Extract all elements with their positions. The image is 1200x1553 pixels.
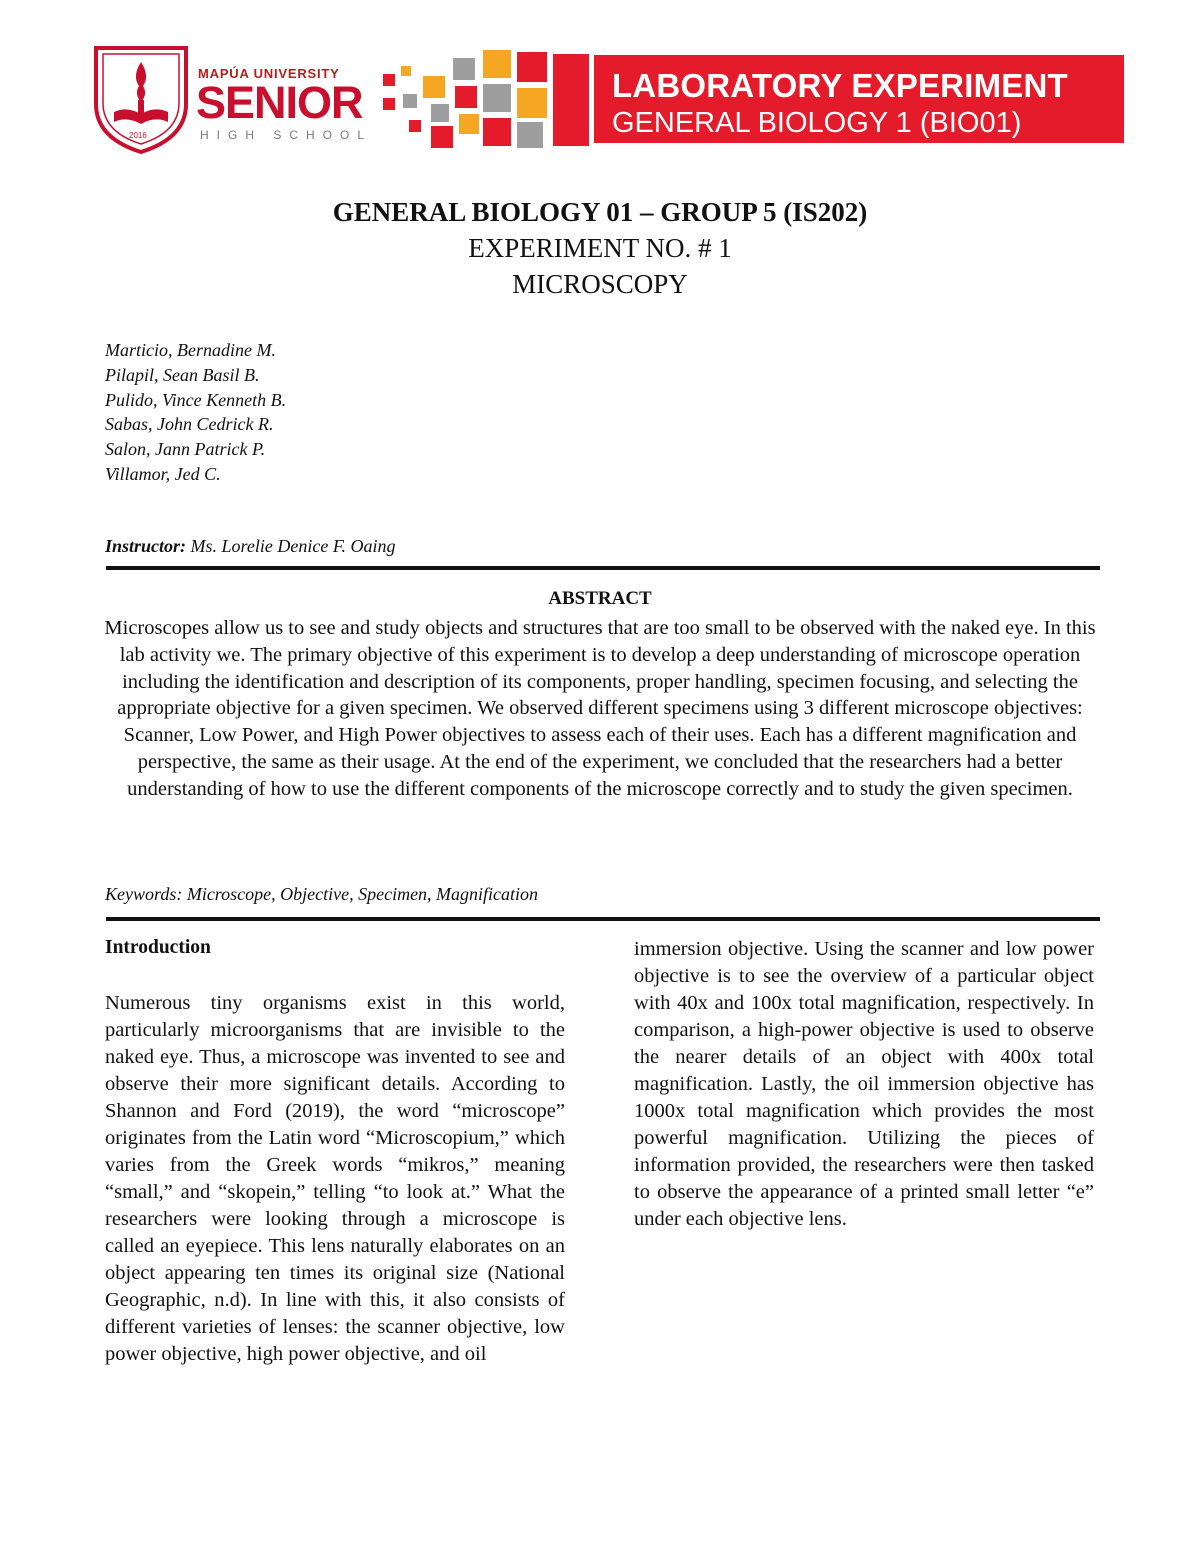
logo-senior-text: SENIOR (196, 77, 363, 128)
instructor-label: Instructor: (105, 536, 187, 556)
author-name: Pulido, Vince Kenneth B. (105, 389, 287, 410)
school-logo (92, 42, 373, 154)
instructor-line (105, 536, 396, 557)
author-name: Marticio, Bernadine M. (105, 340, 276, 360)
author-list (105, 338, 286, 487)
lab-banner (594, 55, 1124, 143)
divider-bottom (106, 917, 1100, 921)
introduction-heading: Introduction (105, 937, 211, 958)
banner-title: LABORATORY EXPERIMENT (612, 67, 1068, 104)
school-seal-icon (92, 42, 190, 154)
title-line-course: GENERAL BIOLOGY 01 – GROUP 5 (IS202) (332, 197, 868, 227)
instructor-name: Ms. Lorelie Denice F. Oaing (186, 536, 396, 556)
decorative-squares (383, 50, 593, 150)
banner-subtitle: GENERAL BIOLOGY 1 (BIO01) (612, 107, 1022, 139)
author-name: Sabas, John Cedrick R. (105, 414, 274, 435)
title-line-experiment: EXPERIMENT NO. # 1 (468, 233, 732, 263)
abstract-text: Microscopes allow us to see and study objects and structures that are too small to be observed with the naked eye. In this lab activity we. The primary objective of this experiment is to develop a deep understanding of microscope operation including the identification and description of its components, proper handling, specimen focusing, and selecting the appropriate objective for a given specimen. We observed different specimens using 3 different microscope objectives: Scanner, Low Power, and High Power objectives to assess each of their uses. Each has a different magnification and perspective, the same as their usage. At the end of the experiment, we concluded that the researchers had a better understanding of how to use the different components of the microscope correctly and to study the given specimen. (104, 617, 1096, 800)
author-name: Pilapil, Sean Basil B. (105, 364, 260, 385)
seal-year: 2016 (129, 131, 147, 140)
introduction-right-column: immersion objective. Using the scanner and low power objective is to see the overview of a particular object with 40x and 100x total magnification, respectively. In comparison, a high-power objective is used to observe the nearer details of an object with 400x total magnification. Lastly, the oil immersion objective has 1000x total magnification which provides the most powerful magnification. Utilizing the pieces of information provided, the researchers were then tasked to observe the appearance of a printed small letter “e” under each objective lens. (634, 938, 1094, 1230)
abstract-heading: ABSTRACT (548, 588, 652, 609)
title-line-topic: MICROSCOPY (512, 269, 688, 299)
logo-highschool-text: HIGH SCHOOL (200, 128, 373, 142)
document-title (0, 194, 1200, 302)
divider-top (106, 566, 1100, 570)
author-name: Salon, Jann Patrick P. (105, 439, 266, 460)
keywords: Keywords: Microscope, Objective, Specimen, Magnification (105, 884, 539, 904)
logo-university-name: MAPÚA UNIVERSITY (198, 66, 340, 81)
author-name: Villamor, Jed C. (105, 463, 221, 484)
introduction-left-column: Numerous tiny organisms exist in this world, particularly microorganisms that are invisible to the naked eye. Thus, a microscope was invented to see and observe their more significant details. According to Shannon and Ford (2019), the word “microscope” originates from the Latin word “Microscopium,” which varies from the Greek words “mikros,” meaning “small,” and “skopein,” telling “to look at.” What the researchers were looking through a microscope is called an eyepiece. This lens naturally elaborates on an object appearing ten times its original size (National Geographic, n.d). In line with this, it also consists of different varieties of lenses: the scanner objective, low power objective, high power objective, and oil (105, 992, 565, 1365)
